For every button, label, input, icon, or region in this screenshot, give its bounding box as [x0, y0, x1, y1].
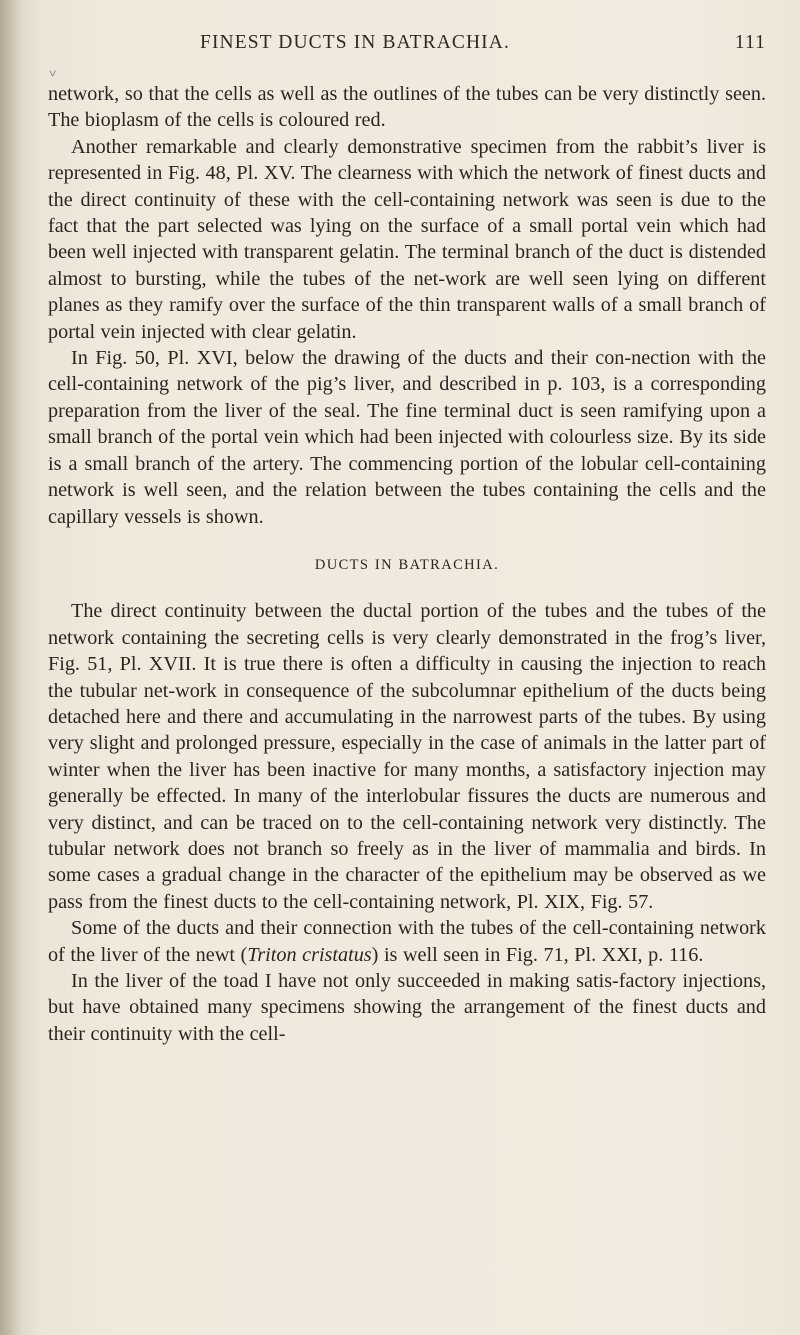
running-head [200, 32, 766, 58]
margin-mark: ˅ [49, 66, 57, 81]
paragraph-text: Some of the ducts and their connection with the tubes of the cell-containing network of the liver of the newt ( [48, 917, 766, 966]
paragraph: In Fig. 50, Pl. XVI, below the drawing of the ducts and their con-nection with the cell-containing network of the pig’s liver, and described in p. 103, is a corresponding preparation from the liver of the seal. The fine terminal duct is seen ramifying upon a small branch of the portal vein which had been injected with colourless size. By its side is a small branch of the artery. The commencing portion of the lobular cell-containing network is well seen, and the relation between the tubes containing the cells and the capillary vessels is shown. [48, 347, 766, 528]
paragraph-text: ) is well seen in Fig. 71, Pl. XXI, p. 116. [371, 943, 704, 966]
paragraph: Another remarkable and clearly demonstrative specimen from the rabbit’s liver is represented in Fig. 48, Pl. XV. The clearness with which the network of finest ducts and the direct continuity of these with the cell-containing network was seen is due to the fact that the part selected was lying on the surface of a small portal vein which had been well injected with transparent gelatin. The terminal branch of the duct is distended almost to bursting, while the tubes of the net-work are well seen lying on different planes as they ramify over the surface of the thin transparent walls of a small branch of portal vein injected with clear gelatin. [48, 135, 766, 343]
paragraph: network, so that the cells as well as the outlines of the tubes can be very distinctly seen. The bioplasm of the cells is coloured red. [48, 83, 766, 132]
body-text [48, 81, 766, 1047]
species-name: Triton cristatus [247, 943, 372, 966]
page-number: 111 [734, 32, 766, 53]
paragraph [48, 915, 766, 968]
section-heading: DUCTS IN BATRACHIA. [314, 556, 500, 573]
paragraph: In the liver of the toad I have not only succeeded in making satis-factory injections, but have obtained many specimens showing the arrangement of the finest ducts and their continuity with the cell- [48, 970, 766, 1045]
paragraph: The direct continuity between the ductal portion of the tubes and the tubes of the network containing the secreting cells is very clearly demonstrated in the frog’s liver, Fig. 51, Pl. XVII. It is true there is often a difficulty in causing the injection to reach the tubular net-work in consequence of the subcolumnar epithelium of the ducts being detached here and there and accumulating in the narrowest parts of the tubes. By using very slight and prolonged pressure, especially in the case of animals in the latter part of winter when the liver has been inactive for many months, a satisfactory injection may generally be effected. In many of the interlobular fissures the ducts are numerous and very distinct, and can be traced on to the cell-containing network very distinctly. The tubular network does not branch so freely as in the liver of mammalia and birds. In some cases a gradual change in the character of the epithelium may be observed as we pass from the finest ducts to the cell-containing network, Pl. XIX, Fig. 57. [48, 600, 766, 913]
gutter-shadow [0, 0, 22, 1335]
running-head-title: FINEST DUCTS IN BATRACHIA. [200, 32, 510, 53]
